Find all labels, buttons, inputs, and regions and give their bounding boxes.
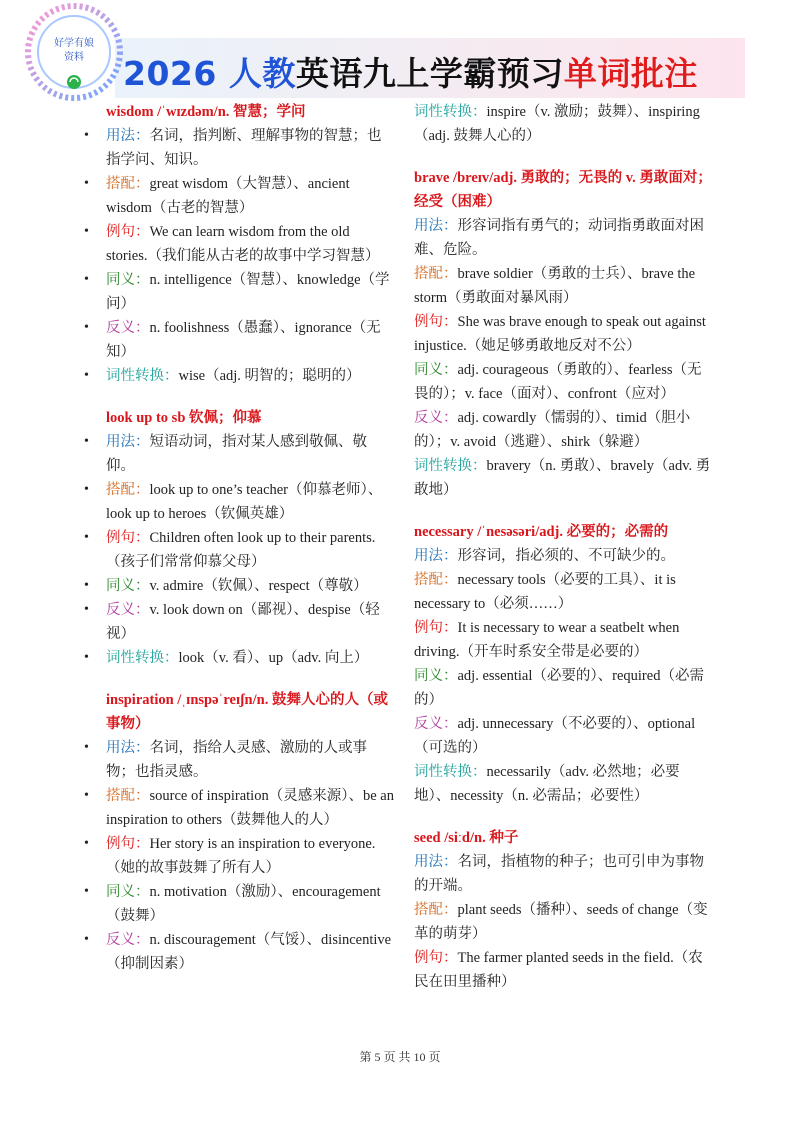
entry-row-colloc (84, 172, 394, 220)
row-text: The farmer planted seeds in the field.（农民在田里播种） (414, 950, 703, 990)
entry-row-syn (84, 574, 394, 598)
entry-row-colloc (84, 478, 394, 526)
row-text: plant seeds（播种）、seeds of change（变革的萌芽） (414, 902, 708, 942)
row-label: 搭配： (414, 266, 458, 282)
row-text: v. look down on（鄙视）、despise（轻视） (106, 602, 380, 642)
row-text: n. motivation（激励）、encouragement（鼓舞） (106, 884, 381, 924)
row-text: wise（adj. 明智的；聪明的） (178, 368, 361, 384)
title-publisher: 人教 (228, 54, 296, 93)
entry-row-colloc (84, 784, 394, 832)
entry-row-colloc (414, 262, 714, 310)
row-text: Children often look up to their parents.（孩子们常常仰慕父母） (106, 530, 376, 570)
row-text: 名词，指给人灵感、激励的人或事物；也指灵感。 (106, 740, 367, 780)
row-label: 搭配： (106, 482, 150, 498)
row-label: 例句： (414, 620, 458, 636)
row-label: 反义： (106, 932, 150, 948)
left-column (84, 100, 394, 994)
logo-text-1: 好学有娘 (54, 38, 94, 49)
row-label: 例句： (106, 224, 150, 240)
row-label: 例句： (414, 950, 458, 966)
row-label: 搭配： (106, 176, 150, 192)
row-text: It is necessary to wear a seatbelt when driving.（开车时系安全带是必要的） (414, 620, 680, 660)
row-label: 例句： (106, 530, 150, 546)
word-entry (84, 406, 394, 670)
entry-row-usage (414, 544, 714, 568)
row-label: 词性转换： (414, 764, 487, 780)
entry-row-example (84, 832, 394, 880)
entry-row-usage (84, 736, 394, 784)
row-label: 用法： (106, 740, 150, 756)
title-year: 2026 (123, 54, 217, 93)
row-text: adj. essential（必要的）、required（必需的） (414, 668, 704, 708)
header-banner (0, 0, 800, 104)
entry-row-ant (414, 406, 714, 454)
row-label: 同义： (414, 362, 458, 378)
word-headword: inspiration /ˌɪnspəˈreɪʃn/n. 鼓舞人心的人（或事物） (106, 692, 388, 732)
word-headword: seed /siːd/n. 种子 (414, 830, 519, 846)
row-label: 反义： (414, 410, 458, 426)
row-text: look up to one’s teacher（仰慕老师）、look up to heroes（钦佩英雄） (106, 482, 383, 522)
row-label: 词性转换： (106, 650, 179, 666)
word-headword: necessary /ˈnesəsəri/adj. 必要的；必需的 (414, 524, 669, 540)
row-text: source of inspiration（灵感来源）、be an inspiration to others（鼓舞他人的人） (106, 788, 394, 828)
row-label: 词性转换： (106, 368, 179, 384)
row-text: v. admire（钦佩）、respect（尊敬） (149, 578, 368, 594)
row-label: 搭配： (414, 902, 458, 918)
row-text: We can learn wisdom from the old stories.（我们能从古老的故事中学习智慧） (106, 224, 380, 264)
word-entry (84, 100, 394, 388)
entry-row-ant (84, 316, 394, 364)
entry-row-colloc (414, 898, 714, 946)
entry-row-example (84, 526, 394, 574)
entry-row-usage (84, 124, 394, 172)
row-text: adj. courageous（勇敢的）、fearless（无畏的）；v. face（面对）、confront（应对） (414, 362, 702, 402)
row-label: 用法： (414, 218, 458, 234)
row-label: 例句： (414, 314, 458, 330)
row-label: 用法： (106, 434, 150, 450)
row-label: 词性转换： (414, 458, 487, 474)
row-text: bravery（n. 勇敢）、bravely（adv. 勇敢地） (414, 458, 711, 498)
row-label: 同义： (106, 578, 150, 594)
row-label: 用法： (414, 854, 458, 870)
entry-row-example (84, 220, 394, 268)
row-text: Her story is an inspiration to everyone.（她的故事鼓舞了所有人） (106, 836, 376, 876)
row-label: 反义： (414, 716, 458, 732)
title-end: 单词批注 (563, 54, 698, 93)
entry-row-syn (84, 268, 394, 316)
row-text: n. intelligence（智慧）、knowledge（学问） (106, 272, 390, 312)
row-text: 短语动词，指对某人感到敬佩、敬仰。 (106, 434, 367, 474)
word-entry (84, 688, 394, 976)
row-label: 反义： (106, 602, 150, 618)
entry-row-ant (84, 598, 394, 646)
row-text: inspire（v. 激励；鼓舞）、inspiring（adj. 鼓舞人心的） (414, 104, 700, 144)
entry-row-conv (414, 760, 714, 808)
entry-row-conv (84, 364, 394, 388)
title-middle: 英语九上学霸预习 (295, 54, 564, 93)
row-label: 用法： (106, 128, 150, 144)
row-label: 同义： (414, 668, 458, 684)
row-text: great wisdom（大智慧）、ancient wisdom（古老的智慧） (106, 176, 350, 216)
row-label: 同义： (106, 272, 150, 288)
entry-row-usage (414, 850, 714, 898)
row-label: 用法： (414, 548, 458, 564)
row-text: adj. unnecessary（不必要的）、optional（可选的） (414, 716, 696, 756)
page-title (123, 48, 698, 95)
entry-row-syn (414, 358, 714, 406)
entry-row-conv (414, 454, 714, 502)
page-footer: 第 5 页 共 10 页 (359, 1050, 441, 1064)
row-text: brave soldier（勇敢的士兵）、brave the storm（勇敢面对暴风雨） (414, 266, 696, 306)
entry-row-ant (84, 928, 394, 976)
entry-row-ant (414, 712, 714, 760)
entry-row-usage (414, 214, 714, 262)
row-text: She was brave enough to speak out against injustice.（她足够勇敢地反对不公） (414, 314, 706, 354)
entry-row-conv (84, 646, 394, 670)
row-label: 例句： (106, 836, 150, 852)
row-text: n. discouragement（气馁）、disincentive（抑制因素） (106, 932, 392, 972)
right-column (414, 100, 714, 1012)
row-text: look（v. 看）、up（adv. 向上） (178, 650, 369, 666)
word-headword: brave /breɪv/adj. 勇敢的；无畏的 v. 勇敢面对；经受（困难） (414, 170, 712, 210)
row-label: 同义： (106, 884, 150, 900)
row-text: necessarily（adv. 必然地；必要地）、necessity（n. 必需品；必要性） (414, 764, 680, 804)
entry-row-conv (414, 100, 714, 148)
entry-row-syn (414, 664, 714, 712)
row-label: 词性转换： (414, 104, 487, 120)
row-label: 搭配： (414, 572, 458, 588)
word-entry (414, 100, 714, 148)
row-label: 反义： (106, 320, 150, 336)
logo-qr-badge (18, 2, 130, 102)
row-text: n. foolishness（愚蠢）、ignorance（无知） (106, 320, 381, 360)
row-text: 名词，指植物的种子；也可引申为事物的开端。 (414, 854, 704, 894)
entry-row-example (414, 310, 714, 358)
word-entry (414, 826, 714, 994)
word-headword: wisdom /ˈwɪzdəm/n. 智慧；学问 (106, 104, 306, 120)
row-label: 搭配： (106, 788, 150, 804)
word-headword: look up to sb 钦佩；仰慕 (106, 410, 262, 426)
row-text: 形容词，指必须的、不可缺少的。 (457, 548, 675, 564)
row-text: 名词，指判断、理解事物的智慧；也指学问、知识。 (106, 128, 382, 168)
word-entry (414, 166, 714, 502)
entry-row-usage (84, 430, 394, 478)
row-text: 形容词指有勇气的；动词指勇敢面对困难、危险。 (414, 218, 704, 258)
word-entry (414, 520, 714, 808)
entry-row-example (414, 616, 714, 664)
row-text: necessary tools（必要的工具）、it is necessary to（必须……） (414, 572, 676, 612)
entry-row-syn (84, 880, 394, 928)
row-text: adj. cowardly（懦弱的）、timid（胆小的）；v. avoid（逃避）、shirk（躲避） (414, 410, 691, 450)
logo-text-2: 资料 (64, 52, 84, 63)
entry-row-example (414, 946, 714, 994)
entry-row-colloc (414, 568, 714, 616)
